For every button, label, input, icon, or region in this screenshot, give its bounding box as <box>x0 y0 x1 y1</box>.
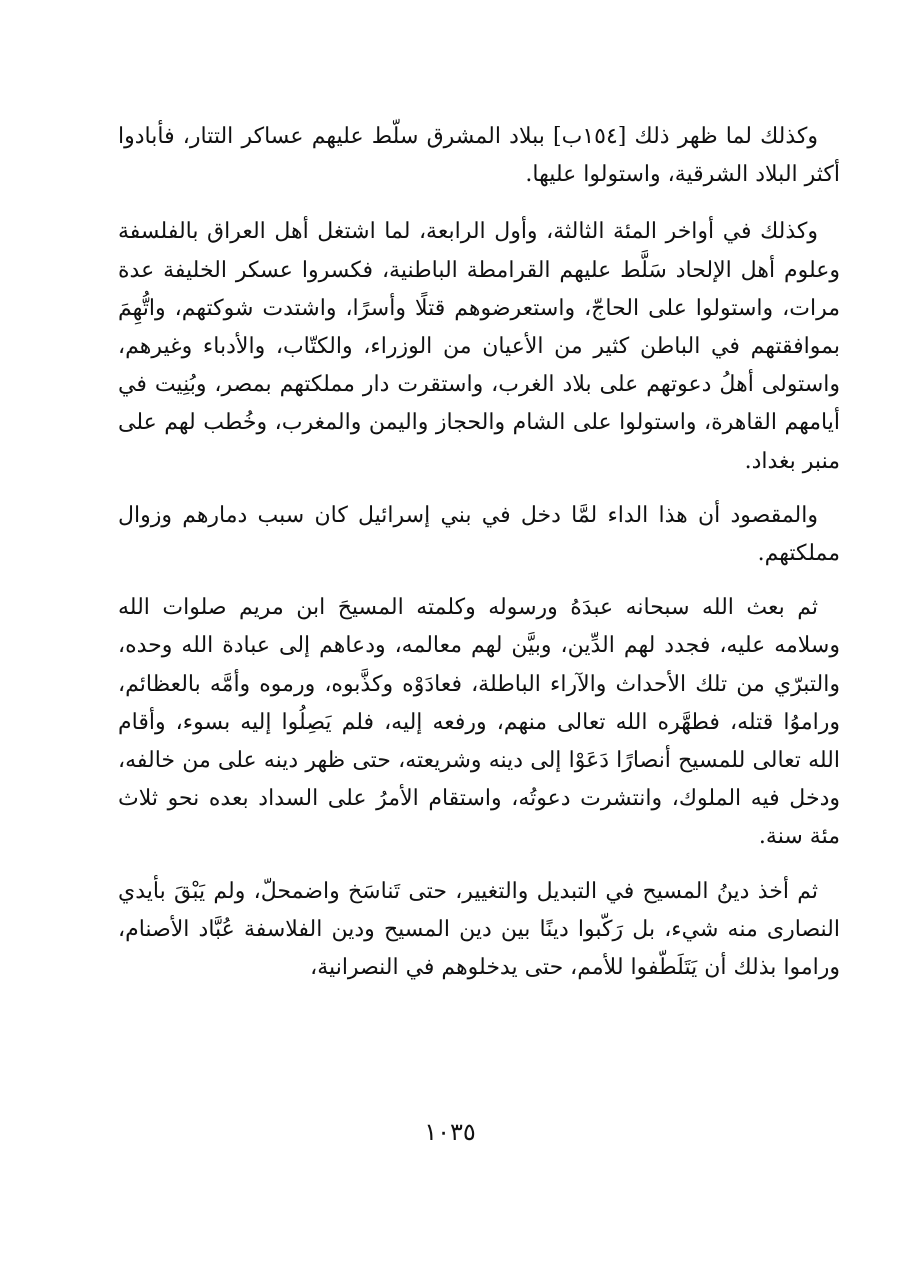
paragraph-5: ثم أخذ دينُ المسيح في التبديل والتغيير، حتى تَناسَخ واضمحلّ، ولم يَبْقَ بأيدي النصارى منه شيء، بل رَكّبوا دينًا بين دين المسيح ودين الفلاسفة عُبَّاد الأصنام، وراموا بذلك أن يَتَلَطّفوا للأمم، حتى يدخلوهم في النصرانية، <box>118 878 840 981</box>
paragraph-2: وكذلك في أواخر المئة الثالثة، وأول الرابعة، لما اشتغل أهل العراق بالفلسفة وعلوم أهل الإلحاد سَلَّط عليهم القرامطة الباطنية، فكسروا عسكر الخليفة عدة مرات، واستولوا على الحاجّ، واستعرضوهم قتلًا وأسرًا، واشتدت شوكتهم، واتُّهِمَ بموافقتهم في الباطن كثير من الأعيان من الوزراء، والكتّاب، والأدباء وغيرهم، واستولى أهلُ دعوتهم على بلاد الغرب، واستقرت دار مملكتهم بمصر، وبُنِيت في أيامهم القاهرة، واستولوا على الشام والحجاز واليمن والمغرب، وخُطب لهم على منبر بغداد. <box>118 219 840 474</box>
paragraph-1: وكذلك لما ظهر ذلك [١٥٤ب] ببلاد المشرق سلّط عليهم عساكر التتار، فأبادوا أكثر البلاد الشرقية، واستولوا عليها. <box>118 124 840 188</box>
paragraph-4: ثم بعث الله سبحانه عبدَهُ ورسوله وكلمته المسيحَ ابن مريم صلوات الله وسلامه عليه، فجدد لهم الدِّين، وبيَّن لهم معالمه، ودعاهم إلى عبادة الله وحده، والتبرّي من تلك الأحداث والآراء الباطلة، فعادَوْه وكذَّبوه، ورموه وأمَّه بالعظائم، وراموُا قتله، فطهَّره الله تعالى منهم، ورفعه إليه، فلم يَصِلُوا إليه بسوء، وأقام الله تعالى للمسيح أنصارًا دَعَوْا إلى دينه وشريعته، حتى ظهر دينه على من خالفه، ودخل فيه الملوك، وانتشرت دعوتُه، واستقام الأمرُ على السداد بعده نحو ثلاث مئة سنة. <box>118 595 840 850</box>
page-body <box>118 118 840 1003</box>
paragraph-3: والمقصود أن هذا الداء لمَّا دخل في بني إسرائيل كان سبب دمارهم وزوال مملكتهم. <box>118 502 840 567</box>
page-number: ١٠٣٥ <box>424 1118 476 1146</box>
